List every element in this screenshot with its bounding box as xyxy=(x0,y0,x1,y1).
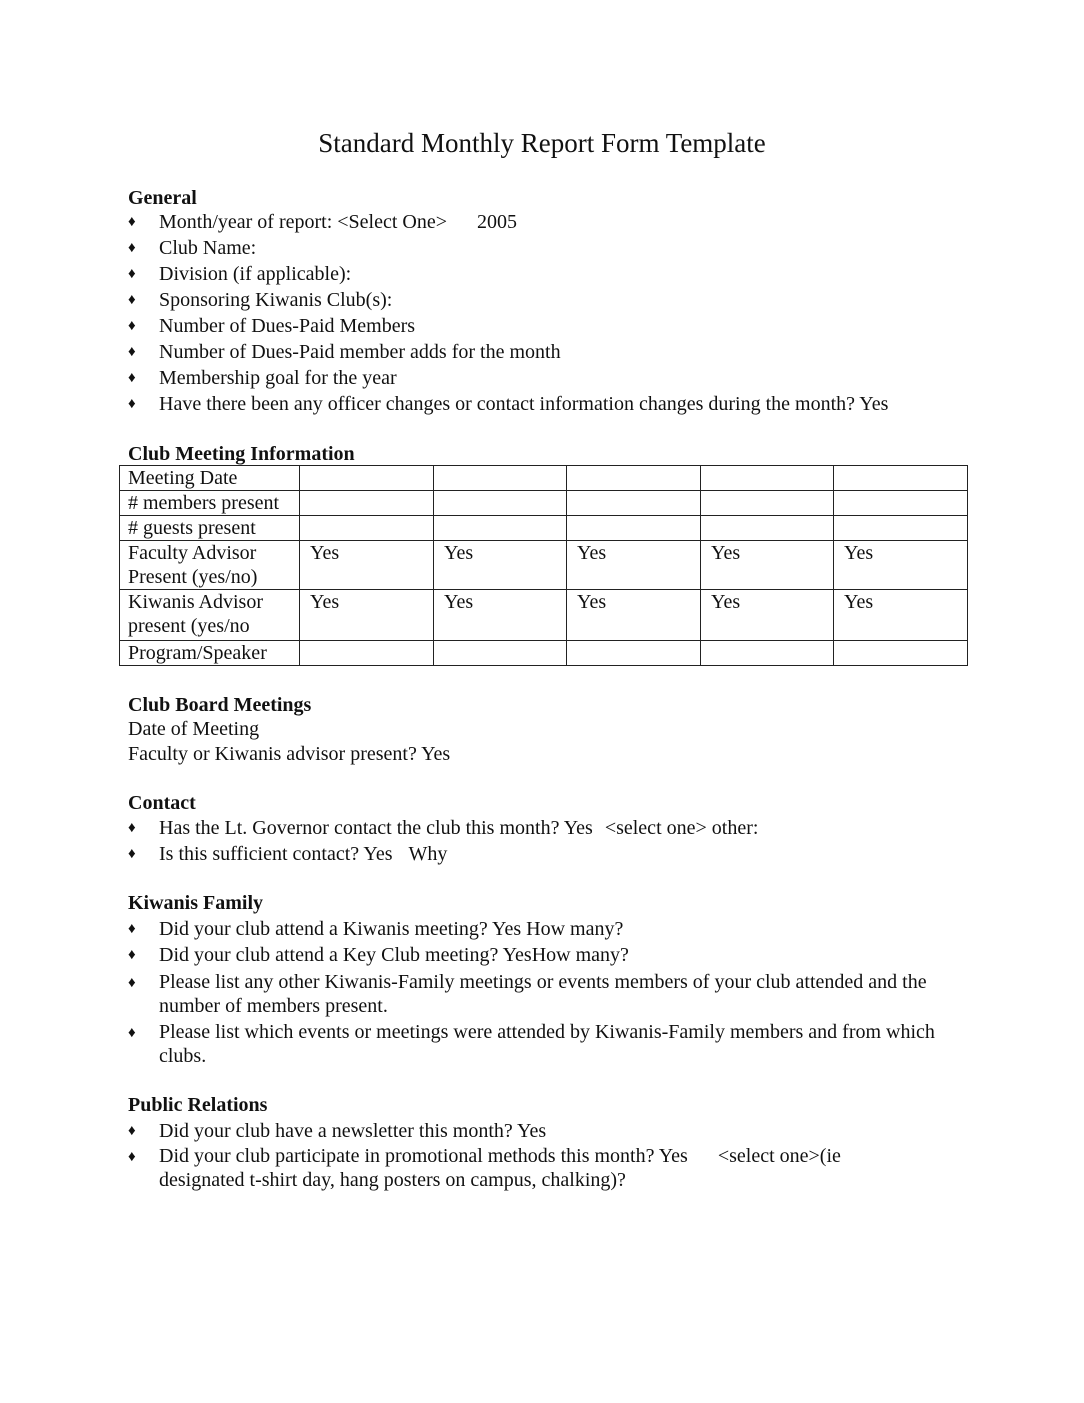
list-item xyxy=(128,1144,908,1192)
contact-type-select[interactable]: <select one> other: xyxy=(604,817,759,839)
promotional-type-select[interactable]: <select one>(ie designated t-shirt day, hang posters on campus, chalking)? xyxy=(159,1145,841,1191)
list-item xyxy=(128,313,958,339)
diamond-bullet-icon: ♦ xyxy=(128,975,136,991)
row-label-guests-present: # guests present xyxy=(120,516,300,541)
table-cell[interactable] xyxy=(834,466,968,491)
list-item xyxy=(128,235,958,261)
table-row xyxy=(120,590,968,641)
table-cell[interactable]: Yes xyxy=(300,541,434,590)
table-cell[interactable] xyxy=(567,491,701,516)
table-cell[interactable]: Yes xyxy=(434,541,567,590)
list-item xyxy=(128,339,958,365)
table-row xyxy=(120,516,968,541)
why-field: Why xyxy=(408,843,448,865)
table-cell[interactable] xyxy=(300,491,434,516)
date-of-meeting-field: Date of Meeting xyxy=(128,718,260,740)
list-item xyxy=(128,970,968,1018)
table-row xyxy=(120,641,968,666)
table-cell[interactable] xyxy=(300,466,434,491)
diamond-bullet-icon: ♦ xyxy=(128,370,136,386)
list-item xyxy=(128,1020,968,1068)
diamond-bullet-icon: ♦ xyxy=(128,292,136,308)
diamond-bullet-icon: ♦ xyxy=(128,1123,136,1139)
list-item xyxy=(128,841,958,867)
section-heading-meeting: Club Meeting Information xyxy=(128,443,355,465)
diamond-bullet-icon: ♦ xyxy=(128,214,136,230)
table-cell[interactable]: Yes xyxy=(300,590,434,641)
pr-list xyxy=(128,1118,908,1192)
general-list xyxy=(128,209,958,417)
label-line: Kiwanis Advisor xyxy=(128,591,263,613)
list-item xyxy=(128,942,968,968)
diamond-bullet-icon: ♦ xyxy=(128,921,136,937)
section-heading-contact: Contact xyxy=(128,792,196,814)
label-line: present (yes/no xyxy=(128,615,250,637)
table-cell[interactable] xyxy=(300,641,434,666)
other-events-field: Please list any other Kiwanis-Family meetings or events members of your club attended and the number of members present. xyxy=(159,971,927,1017)
sufficient-contact-field[interactable]: Is this sufficient contact? Yes xyxy=(159,843,393,865)
table-cell[interactable] xyxy=(701,491,834,516)
list-item xyxy=(128,365,958,391)
diamond-bullet-icon: ♦ xyxy=(128,318,136,334)
membership-goal-field: Membership goal for the year xyxy=(159,367,397,389)
key-club-meeting-field[interactable]: Did your club attend a Key Club meeting? YesHow many? xyxy=(159,944,629,966)
row-label-program-speaker: Program/Speaker xyxy=(120,641,300,666)
member-adds-field: Number of Dues-Paid member adds for the month xyxy=(159,341,561,363)
table-cell[interactable] xyxy=(834,516,968,541)
lt-governor-contact-field[interactable]: Has the Lt. Governor contact the club this month? Yes xyxy=(159,817,593,839)
newsletter-field[interactable]: Did your club have a newsletter this month? Yes xyxy=(159,1120,547,1142)
section-heading-pr: Public Relations xyxy=(128,1094,268,1116)
officer-changes-field[interactable]: Have there been any officer changes or contact information changes during the month? Yes xyxy=(159,393,889,415)
table-cell[interactable] xyxy=(701,466,834,491)
table-cell[interactable]: Yes xyxy=(701,541,834,590)
table-cell[interactable]: Yes xyxy=(567,590,701,641)
table-cell[interactable]: Yes xyxy=(434,590,567,641)
diamond-bullet-icon: ♦ xyxy=(128,396,136,412)
diamond-bullet-icon: ♦ xyxy=(128,1025,136,1041)
diamond-bullet-icon: ♦ xyxy=(128,820,136,836)
table-row xyxy=(120,491,968,516)
diamond-bullet-icon: ♦ xyxy=(128,344,136,360)
table-cell[interactable] xyxy=(701,516,834,541)
table-cell[interactable] xyxy=(834,491,968,516)
table-cell[interactable] xyxy=(701,641,834,666)
table-cell[interactable]: Yes xyxy=(834,590,968,641)
row-label-kiwanis-advisor xyxy=(120,590,300,641)
row-label-members-present: # members present xyxy=(120,491,300,516)
kiwanis-meeting-field[interactable]: Did your club attend a Kiwanis meeting? Yes How many? xyxy=(159,918,624,940)
club-name-field: Club Name: xyxy=(159,237,257,259)
label-line: Present (yes/no) xyxy=(128,566,258,588)
table-cell[interactable] xyxy=(834,641,968,666)
table-cell[interactable] xyxy=(434,641,567,666)
table-cell[interactable]: Yes xyxy=(834,541,968,590)
table-cell[interactable] xyxy=(434,491,567,516)
dues-paid-members-field: Number of Dues-Paid Members xyxy=(159,315,416,337)
diamond-bullet-icon: ♦ xyxy=(128,846,136,862)
list-item xyxy=(128,209,958,235)
section-heading-family: Kiwanis Family xyxy=(128,892,264,914)
diamond-bullet-icon: ♦ xyxy=(128,240,136,256)
list-item xyxy=(128,261,958,287)
table-row xyxy=(120,541,968,590)
row-label-faculty-advisor xyxy=(120,541,300,590)
diamond-bullet-icon: ♦ xyxy=(128,947,136,963)
year-value[interactable]: 2005 xyxy=(477,211,518,233)
promotional-methods-field[interactable]: Did your club participate in promotional methods this month? Yes xyxy=(159,1145,688,1167)
month-year-field[interactable]: Month/year of report: <Select One> xyxy=(159,211,448,233)
sponsoring-club-field: Sponsoring Kiwanis Club(s): xyxy=(159,289,393,311)
advisor-present-field[interactable]: Faculty or Kiwanis advisor present? Yes xyxy=(128,743,451,765)
list-item xyxy=(128,287,958,313)
table-cell[interactable] xyxy=(567,516,701,541)
table-cell[interactable] xyxy=(434,516,567,541)
list-item xyxy=(128,391,958,417)
meeting-table xyxy=(119,465,968,666)
diamond-bullet-icon: ♦ xyxy=(128,1149,136,1165)
events-attended-field: Please list which events or meetings were attended by Kiwanis-Family members and from which clubs. xyxy=(159,1021,935,1067)
section-heading-general: General xyxy=(128,187,197,209)
family-list xyxy=(128,916,968,1068)
diamond-bullet-icon: ♦ xyxy=(128,266,136,282)
page-title: Standard Monthly Report Form Template xyxy=(318,128,766,158)
table-cell[interactable] xyxy=(434,466,567,491)
row-label-meeting-date: Meeting Date xyxy=(120,466,300,491)
contact-list xyxy=(128,815,958,867)
table-cell[interactable] xyxy=(567,641,701,666)
table-cell[interactable]: Yes xyxy=(567,541,701,590)
section-heading-board: Club Board Meetings xyxy=(128,694,312,716)
table-cell[interactable] xyxy=(300,516,434,541)
table-row xyxy=(120,466,968,491)
table-cell[interactable]: Yes xyxy=(701,590,834,641)
division-field: Division (if applicable): xyxy=(159,263,352,285)
table-cell[interactable] xyxy=(567,466,701,491)
label-line: Faculty Advisor xyxy=(128,542,257,564)
list-item xyxy=(128,916,968,942)
list-item xyxy=(128,815,958,841)
list-item xyxy=(128,1118,908,1144)
